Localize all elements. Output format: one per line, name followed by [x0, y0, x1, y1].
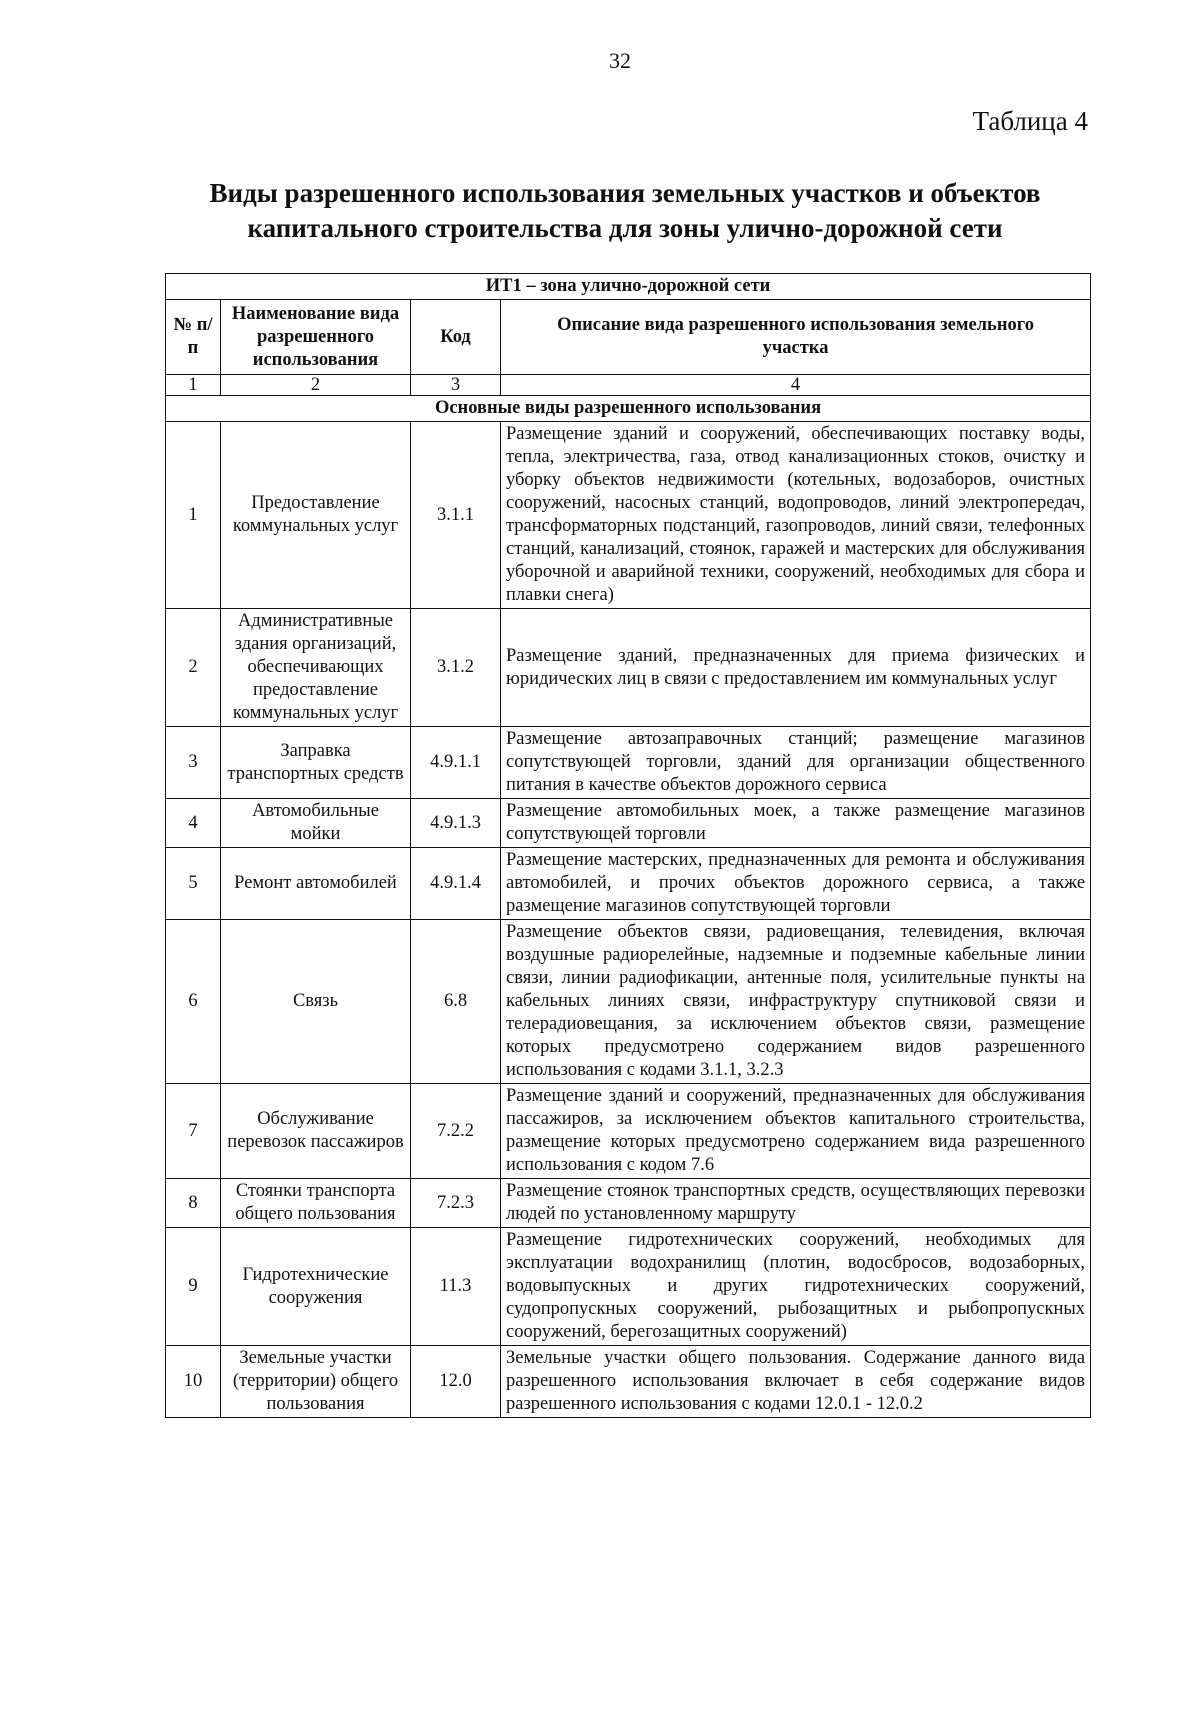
table-label: Таблица 4 [972, 106, 1088, 136]
row-code: 4.9.1.4 [411, 848, 501, 920]
table-row [166, 1084, 1091, 1179]
table-row [166, 848, 1091, 920]
row-code: 4.9.1.1 [411, 727, 501, 799]
row-code: 3.1.1 [411, 422, 501, 609]
row-name: Земельные участки (территории) общего пользования [221, 1346, 411, 1418]
column-number: 1 [166, 375, 221, 396]
row-description: Размещение автозаправочных станций; размещение магазинов сопутствующей торговли, зданий для организации общественного питания в качестве объектов дорожного сервиса [501, 727, 1091, 799]
page-number: 32 [609, 48, 631, 73]
row-code: 7.2.2 [411, 1084, 501, 1179]
table-row [166, 1179, 1091, 1228]
zone-header: ИТ1 – зона улично-дорожной сети [166, 274, 1091, 300]
row-number: 8 [166, 1179, 221, 1228]
document-title: Виды разрешенного использования земельных участков и объектов капитального строительства для зоны улично-дорожной сети [209, 178, 1041, 243]
row-description: Земельные участки общего пользования. Содержание данного вида разрешенного использования включает в себя содержание видов разрешенного использования с кодами 12.0.1 - 12.0.2 [501, 1346, 1091, 1418]
row-name: Заправка транспортных средств [221, 727, 411, 799]
zone-header-row [166, 274, 1091, 300]
row-number: 1 [166, 422, 221, 609]
row-description: Размещение зданий и сооружений, обеспечивающих поставку воды, тепла, электричества, газа, отвод канализационных стоков, очистку и уборку объектов недвижимости (котельных, водозаборов, очистных сооружений, насосных станций, водопроводов, линий электропередач, трансформаторных подстанций, газопроводов, линий связи, телефонных станций, канализаций, стоянок, гаражей и мастерских для обслуживания уборочной и аварийной техники, сооружений, необходимых для сбора и плавки снега) [501, 422, 1091, 609]
table-row [166, 920, 1091, 1084]
table-body [166, 274, 1091, 1418]
table-row [166, 799, 1091, 848]
row-number: 7 [166, 1084, 221, 1179]
row-description: Размещение объектов связи, радиовещания, телевидения, включая воздушные радиорелейные, надземные и подземные кабельные линии связи, линии радиофикации, антенные поля, усилительные пункты на кабельных линиях связи, инфраструктуру спутниковой связи и телерадиовещания, за исключением объектов связи, размещение которых предусмотрено содержанием видов разрешенного использования с кодами 3.1.1, 3.2.3 [501, 920, 1091, 1084]
column-number-row [166, 375, 1091, 396]
row-name: Связь [221, 920, 411, 1084]
row-description: Размещение зданий и сооружений, предназначенных для обслуживания пассажиров, за исключением объектов капитального строительства, размещение которых предусмотрено содержанием вида разрешенного использования с кодом 7.6 [501, 1084, 1091, 1179]
row-number: 10 [166, 1346, 221, 1418]
column-header-name: Наименование вида разрешенного использования [221, 300, 411, 375]
row-number: 2 [166, 609, 221, 727]
row-name: Гидротехнические сооружения [221, 1228, 411, 1346]
row-number: 5 [166, 848, 221, 920]
row-description: Размещение зданий, предназначенных для приема физических и юридических лиц в связи с предоставлением им коммунальных услуг [501, 609, 1091, 727]
row-number: 6 [166, 920, 221, 1084]
row-code: 12.0 [411, 1346, 501, 1418]
row-code: 3.1.2 [411, 609, 501, 727]
row-description: Размещение гидротехнических сооружений, необходимых для эксплуатации водохранилищ (плотин, водосбросов, водозаборных, водовыпускных и других гидротехнических сооружений, судопропускных сооружений, рыбозащитных и рыбопропускных сооружений, берегозащитных сооружений) [501, 1228, 1091, 1346]
column-header-description: Описание вида разрешенного использования земельного участка [501, 300, 1091, 375]
row-number: 3 [166, 727, 221, 799]
row-code: 7.2.3 [411, 1179, 501, 1228]
column-number: 2 [221, 375, 411, 396]
section-title: Основные виды разрешенного использования [166, 396, 1091, 422]
row-description: Размещение мастерских, предназначенных для ремонта и обслуживания автомобилей, и прочих объектов дорожного сервиса, а также размещение магазинов сопутствующей торговли [501, 848, 1091, 920]
column-number: 3 [411, 375, 501, 396]
column-header-num: № п/п [166, 300, 221, 375]
section-row [166, 396, 1091, 422]
row-name: Автомобильные мойки [221, 799, 411, 848]
row-code: 11.3 [411, 1228, 501, 1346]
row-code: 6.8 [411, 920, 501, 1084]
column-header-row [166, 300, 1091, 375]
row-name: Обслуживание перевозок пассажиров [221, 1084, 411, 1179]
row-name: Предоставление коммунальных услуг [221, 422, 411, 609]
column-number: 4 [501, 375, 1091, 396]
table-row [166, 1228, 1091, 1346]
row-description: Размещение автомобильных моек, а также размещение магазинов сопутствующей торговли [501, 799, 1091, 848]
table-row [166, 727, 1091, 799]
row-description: Размещение стоянок транспортных средств, осуществляющих перевозки людей по установленному маршруту [501, 1179, 1091, 1228]
row-name: Административные здания организаций, обеспечивающих предоставление коммунальных услуг [221, 609, 411, 727]
row-name: Ремонт автомобилей [221, 848, 411, 920]
table-row [166, 609, 1091, 727]
row-number: 9 [166, 1228, 221, 1346]
table-row [166, 1346, 1091, 1418]
row-number: 4 [166, 799, 221, 848]
row-name: Стоянки транспорта общего пользования [221, 1179, 411, 1228]
table-row [166, 422, 1091, 609]
column-header-code: Код [411, 300, 501, 375]
land-use-table [165, 273, 1091, 1418]
row-code: 4.9.1.3 [411, 799, 501, 848]
